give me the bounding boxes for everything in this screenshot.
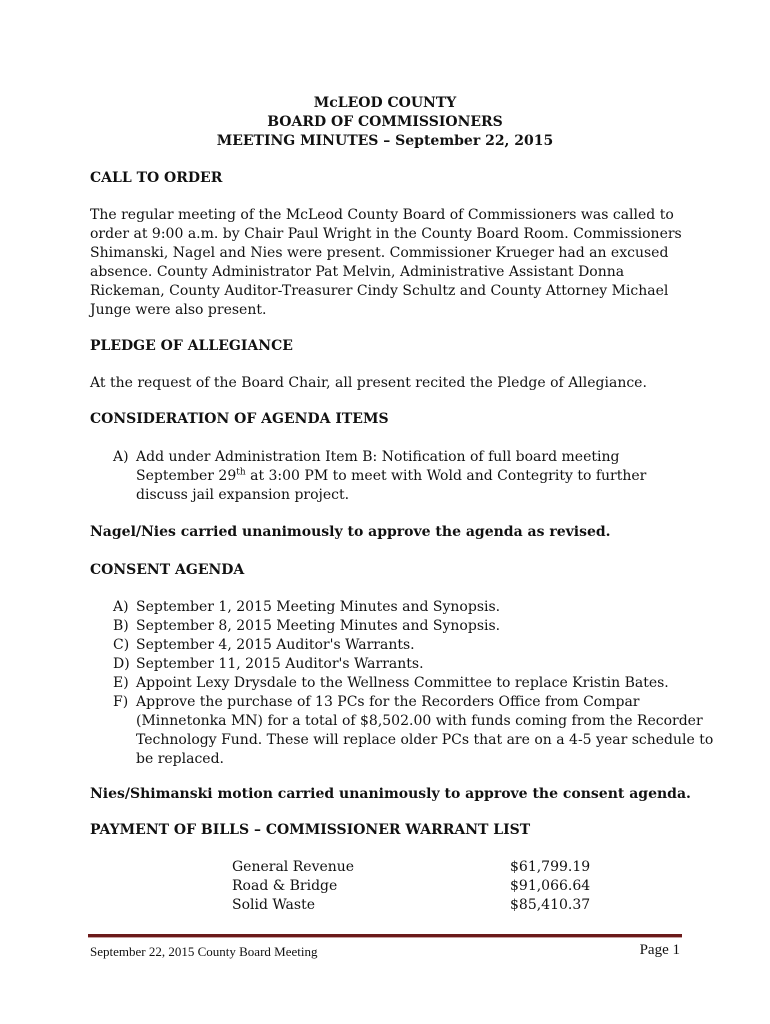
footer-divider [88,934,682,938]
item-line: September 1, 2015 Meeting Minutes and Synopsis. [136,599,501,615]
list-item [113,693,713,769]
document-title: MEETING MINUTES – September 22, 2015 [216,133,554,149]
item-label: F) [113,694,129,710]
item-text [136,655,424,674]
item-text [136,448,646,505]
list-item [113,674,713,693]
paragraph-line: Shimanski, Nagel and Nies were present. Commissioner Krueger had an excused [90,245,669,261]
fund-name: Road & Bridge [232,878,338,894]
item-label: A) [113,449,129,465]
item-text [136,617,500,636]
table-row [232,858,592,877]
item-line: September 8, 2015 Meeting Minutes and Synopsis. [136,618,501,634]
item-text [136,598,500,617]
item-line: Approve the purchase of 13 PCs for the Recorders Office from Compar [136,694,640,710]
footer-meeting-label: September 22, 2015 County Board Meeting [90,944,318,959]
item-text [136,674,669,693]
item-line-rest: at 3:00 PM to meet with Wold and Contegrity to further [245,468,647,484]
paragraph-line: order at 9:00 a.m. by Chair Paul Wright in the County Board Room. Commissioners [90,226,682,242]
agenda-items-list [113,448,646,505]
item-label: D) [113,656,130,672]
item-line: September 4, 2015 Auditor's Warrants. [136,637,415,653]
paragraph-line: Junge were also present. [90,302,267,318]
item-line: discuss jail expansion project. [136,487,350,503]
paragraph-line: absence. County Administrator Pat Melvin, Administrative Assistant Donna [90,264,625,280]
fund-name: Solid Waste [232,897,316,913]
item-text [136,693,713,769]
pledge-heading: PLEDGE OF ALLEGIANCE [90,338,293,354]
item-label: E) [113,675,129,691]
list-item [113,617,713,636]
document-header [0,94,770,151]
board-name: BOARD OF COMMISSIONERS [267,114,503,130]
call-to-order-paragraph [90,206,690,320]
item-line: (Minnetonka MN) for a total of $8,502.00 with funds coming from the Recorder [136,713,703,729]
bills-heading: PAYMENT OF BILLS – COMMISSIONER WARRANT LIST [90,822,531,838]
fund-amount: $91,066.64 [510,878,591,894]
fund-amount: $61,799.19 [510,859,591,875]
page-number: Page 1 [639,942,680,958]
item-line [136,467,646,486]
paragraph-line: Rickeman, County Auditor-Treasurer Cindy Schultz and County Attorney Michael [90,283,669,299]
item-label: A) [113,599,129,615]
item-line: September 11, 2015 Auditor's Warrants. [136,656,424,672]
agenda-items-heading: CONSIDERATION OF AGENDA ITEMS [90,411,389,427]
item-label: B) [113,618,129,634]
item-line: be replaced. [136,751,224,767]
consent-agenda-heading: CONSENT AGENDA [90,562,245,578]
list-item [113,448,646,505]
table-row [232,877,592,896]
list-item [113,655,713,674]
item-line: Add under Administration Item B: Notification of full board meeting [136,449,620,465]
consent-agenda-list [113,598,713,769]
list-item [113,636,713,655]
item-label: C) [113,637,130,653]
item-text [136,636,415,655]
list-item [113,598,713,617]
county-name: McLEOD COUNTY [313,95,457,111]
item-line: Appoint Lexy Drysdale to the Wellness Committee to replace Kristin Bates. [136,675,669,691]
fund-amount: $85,410.37 [510,897,591,913]
pledge-text: At the request of the Board Chair, all present recited the Pledge of Allegiance. [90,375,647,391]
ordinal-suffix: th [236,467,246,478]
consent-motion: Nies/Shimanski motion carried unanimously to approve the consent agenda. [90,786,691,802]
date-text: September 29 [136,468,237,484]
call-to-order-heading: CALL TO ORDER [90,170,223,186]
warrant-list [232,858,592,915]
fund-name: General Revenue [232,859,355,875]
paragraph-line: The regular meeting of the McLeod County Board of Commissioners was called to [90,207,674,223]
item-line: Technology Fund. These will replace older PCs that are on a 4-5 year schedule to [136,732,714,748]
agenda-motion: Nagel/Nies carried unanimously to approve the agenda as revised. [90,524,611,540]
table-row [232,896,592,915]
